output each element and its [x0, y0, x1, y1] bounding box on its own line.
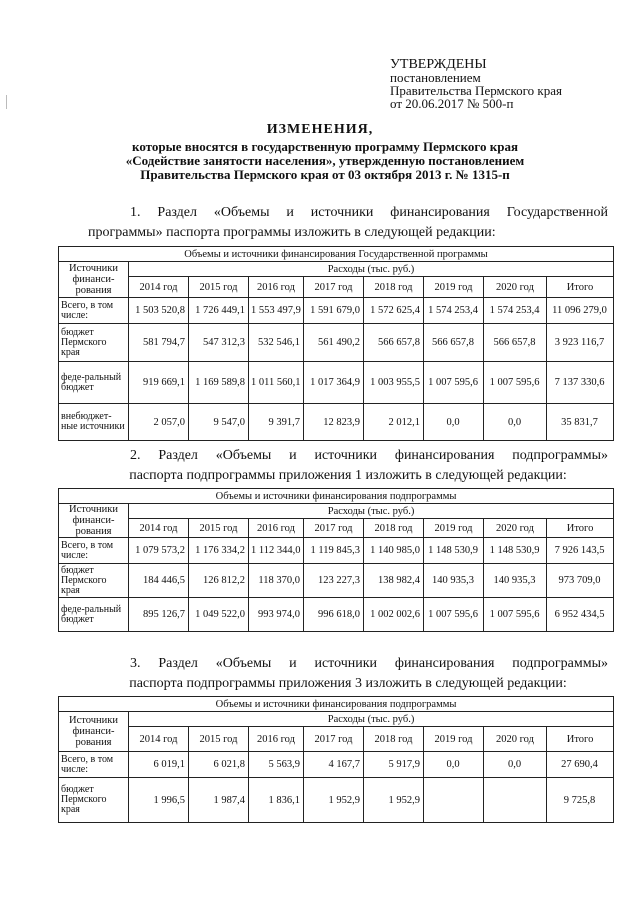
approval-line: Правительства Пермского края	[390, 83, 562, 98]
header-year: 2017 год	[304, 727, 364, 752]
table-cell	[424, 778, 484, 823]
table-cell: 6 021,8	[189, 752, 249, 778]
header-year: 2020 год	[484, 727, 547, 752]
row-label: феде-ральный бюджет	[59, 598, 129, 632]
row-label: бюджет Пермского края	[59, 778, 129, 823]
subtitle-line: Правительства Пермского края от 03 октября 2013 г. № 1315-п	[140, 167, 510, 182]
approval-heading: УТВЕРЖДЕНЫ	[390, 57, 487, 72]
table-cell: 1 574 253,4	[424, 298, 484, 324]
table-cell: 1 140 985,0	[364, 538, 424, 564]
paragraph-line: 3. Раздел «Объемы и источники финансирования подпрограммы»	[130, 656, 608, 671]
table-caption: Объемы и источники финансирования подпрограммы	[59, 489, 614, 504]
header-year: 2014 год	[129, 519, 189, 538]
table-cell: 9 725,8	[547, 778, 614, 823]
table-cell: 1 726 449,1	[189, 298, 249, 324]
row-label: Всего, в том числе:	[59, 538, 129, 564]
table-cell: 6 019,1	[129, 752, 189, 778]
table-cell: 12 823,9	[304, 404, 364, 441]
table-cell: 1 119 845,3	[304, 538, 364, 564]
financing-table	[58, 246, 614, 441]
table-row	[59, 298, 614, 324]
header-year: 2019 год	[424, 727, 484, 752]
table-cell: 566 657,8	[364, 324, 424, 362]
table-cell: 919 669,1	[129, 362, 189, 404]
row-label: внебюджет-ные источники	[59, 404, 129, 441]
table-cell: 1 079 573,2	[129, 538, 189, 564]
table-cell: 2 012,1	[364, 404, 424, 441]
table-cell: 1 987,4	[189, 778, 249, 823]
paragraph-line: 2. Раздел «Объемы и источники финансирования подпрограммы»	[130, 448, 608, 463]
table-cell: 1 591 679,0	[304, 298, 364, 324]
header-year: 2016 год	[249, 277, 304, 298]
header-year: 2016 год	[249, 727, 304, 752]
document-subtitle	[40, 140, 610, 182]
row-label: бюджет Пермского края	[59, 564, 129, 598]
table-cell: 0,0	[424, 752, 484, 778]
row-label: Всего, в том числе:	[59, 298, 129, 324]
table-cell: 11 096 279,0	[547, 298, 614, 324]
header-year: 2016 год	[249, 519, 304, 538]
paragraph-line: программы» паспорта программы изложить в следующей редакции:	[88, 225, 496, 240]
table-cell: 35 831,7	[547, 404, 614, 441]
table-cell: 547 312,3	[189, 324, 249, 362]
table-cell: 5 917,9	[364, 752, 424, 778]
table-row	[59, 404, 614, 441]
table-cell: 0,0	[484, 752, 547, 778]
table-row	[59, 752, 614, 778]
table-cell: 532 546,1	[249, 324, 304, 362]
header-year: Итого	[547, 519, 614, 538]
header-year: 2015 год	[189, 519, 249, 538]
row-label: феде-ральный бюджет	[59, 362, 129, 404]
table-cell: 138 982,4	[364, 564, 424, 598]
table-cell: 973 709,0	[547, 564, 614, 598]
table-cell: 1 836,1	[249, 778, 304, 823]
table-cell: 1 007 595,6	[484, 598, 547, 632]
table-cell: 9 547,0	[189, 404, 249, 441]
section-paragraph	[88, 654, 608, 694]
approval-date: от 20.06.2017 № 500-п	[390, 96, 514, 111]
table-cell: 1 007 595,6	[484, 362, 547, 404]
table-cell: 123 227,3	[304, 564, 364, 598]
table-cell: 1 169 589,8	[189, 362, 249, 404]
table-cell: 1 176 334,2	[189, 538, 249, 564]
table-cell	[484, 778, 547, 823]
table-row	[59, 324, 614, 362]
table-row	[59, 778, 614, 823]
paragraph-line: паспорта подпрограммы приложения 3 изложить в следующей редакции:	[129, 676, 567, 691]
header-year: 2018 год	[364, 727, 424, 752]
table-cell: 4 167,7	[304, 752, 364, 778]
header-year: 2014 год	[129, 727, 189, 752]
header-year: 2017 год	[304, 519, 364, 538]
table-cell: 6 952 434,5	[547, 598, 614, 632]
table-cell: 895 126,7	[129, 598, 189, 632]
table-caption: Объемы и источники финансирования подпрограммы	[59, 697, 614, 712]
table-cell: 1 952,9	[364, 778, 424, 823]
table-cell: 566 657,8	[424, 324, 484, 362]
table-cell: 566 657,8	[484, 324, 547, 362]
table-cell: 1 952,9	[304, 778, 364, 823]
table-row	[59, 598, 614, 632]
header-expenses: Расходы (тыс. руб.)	[129, 504, 614, 519]
header-year: 2019 год	[424, 277, 484, 298]
table-cell: 9 391,7	[249, 404, 304, 441]
section-paragraph	[88, 446, 608, 486]
header-year: 2019 год	[424, 519, 484, 538]
table-cell: 7 137 330,6	[547, 362, 614, 404]
table-cell: 1 503 520,8	[129, 298, 189, 324]
table-cell: 1 996,5	[129, 778, 189, 823]
header-year: Итого	[547, 277, 614, 298]
table-cell: 1 002 002,6	[364, 598, 424, 632]
table-cell: 1 572 625,4	[364, 298, 424, 324]
header-expenses: Расходы (тыс. руб.)	[129, 712, 614, 727]
table-cell: 118 370,0	[249, 564, 304, 598]
table-cell: 1 017 364,9	[304, 362, 364, 404]
table-cell: 140 935,3	[424, 564, 484, 598]
table-row	[59, 362, 614, 404]
table-cell: 561 490,2	[304, 324, 364, 362]
table-cell: 1 112 344,0	[249, 538, 304, 564]
financing-table	[58, 696, 614, 823]
table-cell: 1 011 560,1	[249, 362, 304, 404]
table-cell: 140 935,3	[484, 564, 547, 598]
margin-mark	[6, 95, 7, 109]
header-sources: Источники финанси-рования	[59, 262, 129, 298]
header-year: 2015 год	[189, 277, 249, 298]
header-expenses: Расходы (тыс. руб.)	[129, 262, 614, 277]
subtitle-line: «Содействие занятости населения», утвержденную постановлением	[125, 153, 525, 168]
table-cell: 0,0	[424, 404, 484, 441]
table-cell: 1 553 497,9	[249, 298, 304, 324]
table-cell: 2 057,0	[129, 404, 189, 441]
header-year: 2020 год	[484, 519, 547, 538]
table-cell: 1 003 955,5	[364, 362, 424, 404]
table-row	[59, 538, 614, 564]
header-sources: Источники финанси-рования	[59, 504, 129, 538]
table-cell: 581 794,7	[129, 324, 189, 362]
table-cell: 5 563,9	[249, 752, 304, 778]
document-title: ИЗМЕНЕНИЯ,	[266, 122, 374, 137]
header-year: 2020 год	[484, 277, 547, 298]
row-label: Всего, в том числе:	[59, 752, 129, 778]
table-cell: 1 148 530,9	[484, 538, 547, 564]
section-paragraph	[88, 203, 608, 243]
table-row	[59, 564, 614, 598]
approval-line: постановлением	[390, 70, 481, 85]
header-year: 2015 год	[189, 727, 249, 752]
table-cell: 3 923 116,7	[547, 324, 614, 362]
table-cell: 993 974,0	[249, 598, 304, 632]
table-cell: 27 690,4	[547, 752, 614, 778]
table-caption: Объемы и источники финансирования Государственной программы	[59, 247, 614, 262]
table-cell: 1 007 595,6	[424, 598, 484, 632]
subtitle-line: которые вносятся в государственную программу Пермского края	[132, 139, 518, 154]
table-cell: 996 618,0	[304, 598, 364, 632]
paragraph-line: паспорта подпрограммы приложения 1 изложить в следующей редакции:	[129, 468, 567, 483]
table-cell: 1 574 253,4	[484, 298, 547, 324]
header-year: 2018 год	[364, 519, 424, 538]
approval-block	[390, 58, 630, 110]
table-cell: 0,0	[484, 404, 547, 441]
table-cell: 7 926 143,5	[547, 538, 614, 564]
header-year: Итого	[547, 727, 614, 752]
header-year: 2018 год	[364, 277, 424, 298]
paragraph-line: 1. Раздел «Объемы и источники финансирования Государственной	[130, 205, 608, 220]
table-cell: 126 812,2	[189, 564, 249, 598]
header-year: 2017 год	[304, 277, 364, 298]
table-cell: 1 148 530,9	[424, 538, 484, 564]
financing-table	[58, 488, 614, 632]
table-cell: 1 007 595,6	[424, 362, 484, 404]
table-cell: 184 446,5	[129, 564, 189, 598]
table-cell: 1 049 522,0	[189, 598, 249, 632]
header-sources: Источники финанси-рования	[59, 712, 129, 752]
row-label: бюджет Пермского края	[59, 324, 129, 362]
header-year: 2014 год	[129, 277, 189, 298]
